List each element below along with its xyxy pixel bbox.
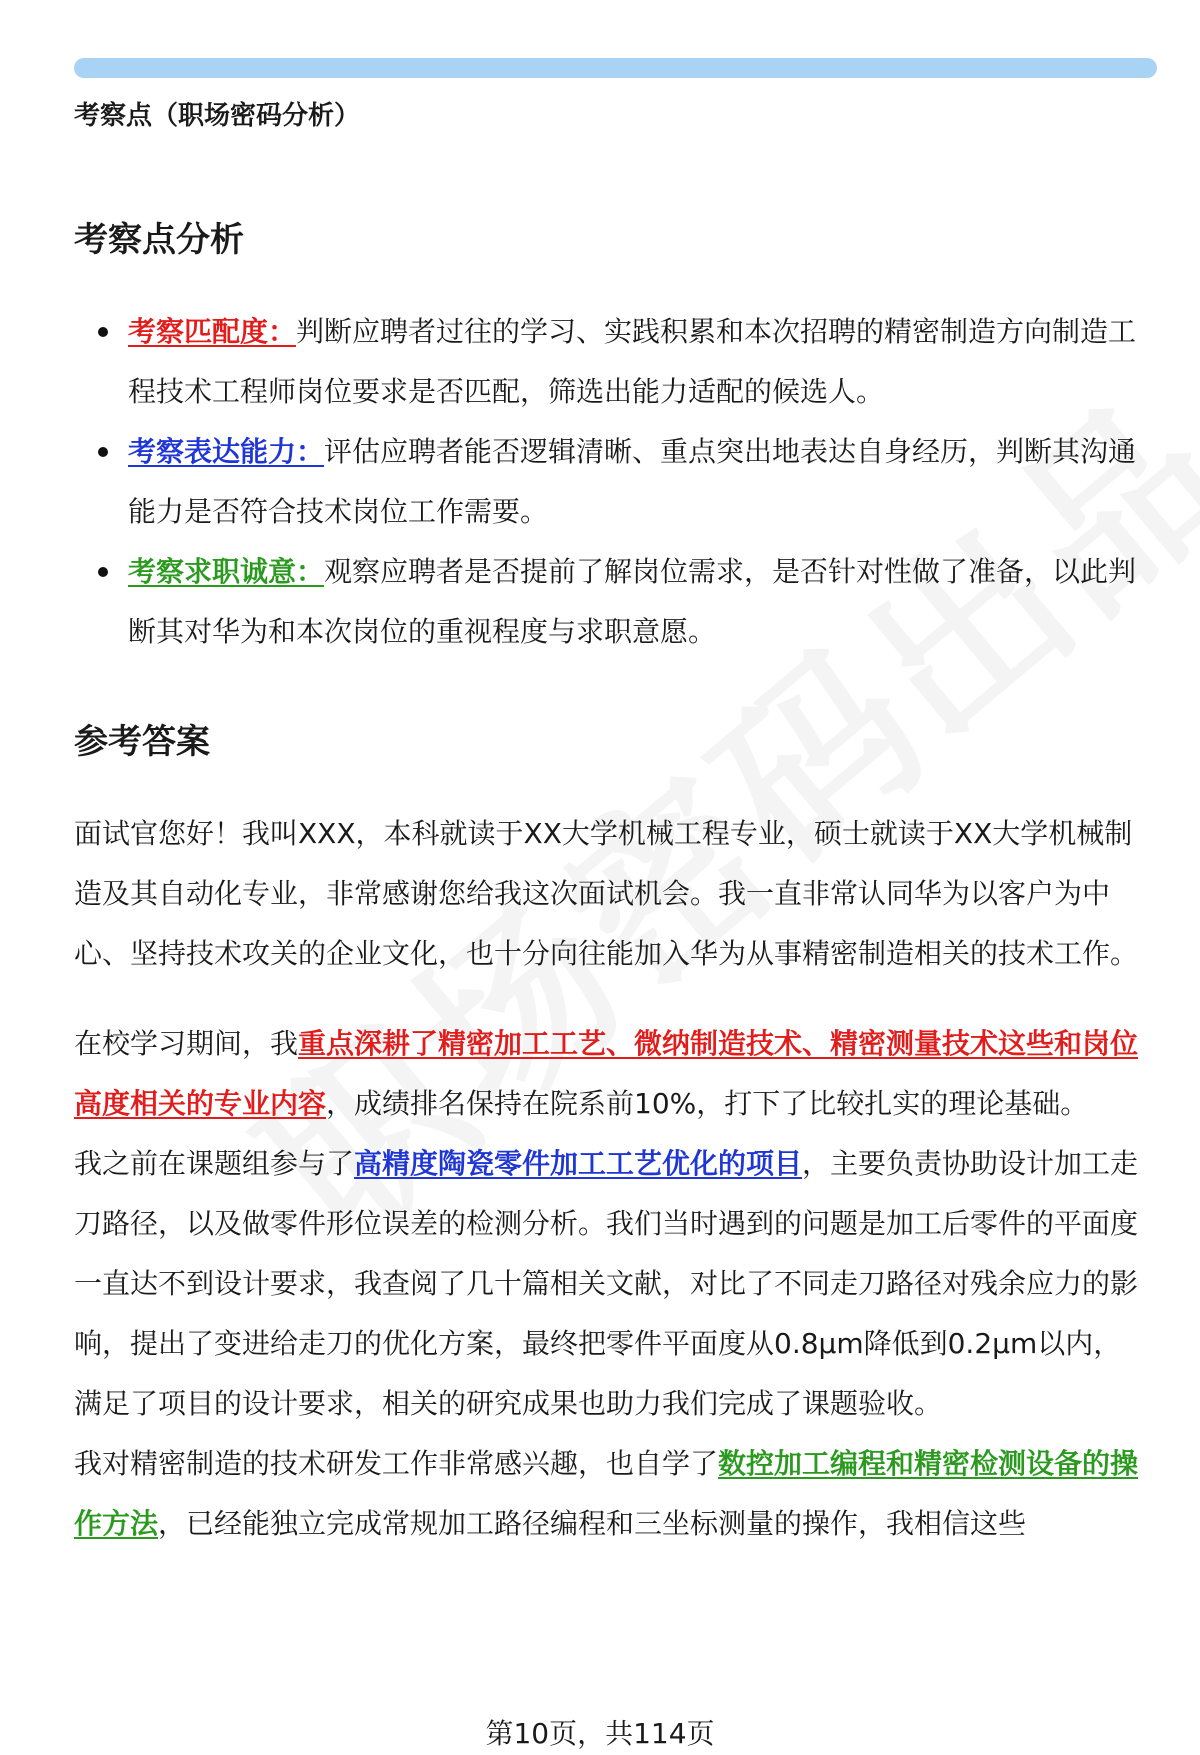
page-number: 第10页，共114页 (485, 1717, 715, 1750)
paragraph-text: ，成绩排名保持在院系前10%，打下了比较扎实的理论基础。 (326, 1087, 1089, 1120)
paragraph-text: 我之前在课题组参与了 (74, 1147, 355, 1180)
analysis-label: 考察匹配度： (128, 315, 297, 348)
analysis-item-sincerity (74, 542, 1144, 662)
highlight-red: 重点深耕了精密加工工艺、微纳制造技术、精密测量技术这些和岗位高度相关的专业内容 (74, 1027, 1139, 1120)
analysis-label: 考察表达能力： (128, 435, 325, 468)
analysis-item-expression (74, 422, 1144, 542)
analysis-label: 考察求职诚意： (128, 555, 325, 588)
analysis-text: 观察应聘者是否提前了解岗位需求，是否针对性做了准备，以此判断其对华为和本次岗位的重视程度与求职意愿。 (128, 555, 1137, 648)
answer-paragraph-intro: 面试官您好！我叫XXX，本科就读于XX大学机械工程专业，硕士就读于XX大学机械制造及其自动化专业，非常感谢您给我这次面试机会。我一直非常认同华为以客户为中心、坚持技术攻关的企业文化，也十分向往能加入华为从事精密制造相关的技术工作。 (74, 817, 1139, 970)
analysis-heading: 考察点分析 (74, 220, 244, 260)
answer-paragraph-study (74, 1014, 1144, 1134)
analysis-text: 判断应聘者过往的学习、实践积累和本次招聘的精密制造方向制造工程技术工程师岗位要求是否匹配，筛选出能力适配的候选人。 (128, 315, 1137, 408)
analysis-item-match (74, 302, 1144, 422)
analysis-text: 评估应聘者能否逻辑清晰、重点突出地表达自身经历，判断其沟通能力是否符合技术岗位工作需要。 (128, 435, 1137, 528)
highlight-green: 数控加工编程和精密检测设备的操作方法 (74, 1447, 1139, 1540)
answer-paragraph-skills (74, 1434, 1144, 1554)
page-title: 考察点（职场密码分析） (74, 101, 361, 131)
paragraph-text: ，主要负责协助设计加工走刀路径，以及做零件形位误差的检测分析。我们当时遇到的问题是加工后零件的平面度一直达不到设计要求，我查阅了几十篇相关文献，对比了不同走刀路径对残余应力的影响，提出了变进给走刀的优化方案，最终把零件平面度从0.8μm降低到0.2μm以内，满足了项目的设计要求，相关的研究成果也助力我们完成了课题验收。 (74, 1147, 1139, 1420)
paragraph-text: ，已经能独立完成常规加工路径编程和三坐标测量的操作，我相信这些 (158, 1507, 1027, 1540)
answer-paragraph-project (74, 1134, 1144, 1434)
highlight-blue: 高精度陶瓷零件加工工艺优化的项目 (354, 1147, 803, 1180)
page-content (74, 98, 1144, 1554)
paragraph-text: 在校学习期间，我 (74, 1027, 299, 1060)
answer-heading: 参考答案 (74, 722, 210, 762)
top-accent-bar (74, 58, 1157, 78)
paragraph-text: 我对精密制造的技术研发工作非常感兴趣，也自学了 (74, 1447, 719, 1480)
analysis-list (74, 302, 1144, 662)
